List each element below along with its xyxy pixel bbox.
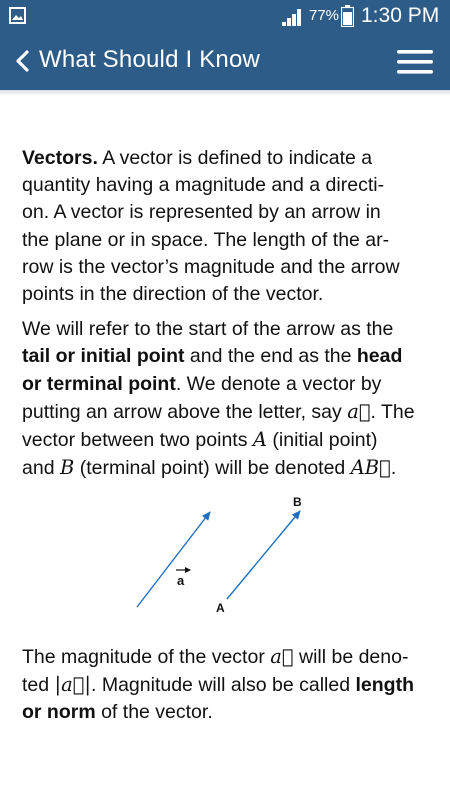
point-label-b: B: [293, 495, 302, 509]
article-content: [22, 145, 428, 482]
point-label-a: A: [216, 601, 225, 615]
vector-ab-arrow: [227, 511, 300, 599]
vector-a-arrow: [137, 512, 210, 607]
hamburger-menu-icon[interactable]: [396, 47, 434, 77]
page-title: What Should I Know: [39, 46, 261, 73]
term-vectors: Vectors.: [22, 147, 98, 169]
paragraph-tail-head: We will refer to the start of the arrow as the tail or initial point and the end as the head or terminal point. We denote a vector by putting an arrow above the letter, say a⃗. The vector between two points A (initial point) and B (terminal point) will be denoted AB⃗.: [22, 318, 415, 480]
back-arrow-icon[interactable]: [10, 45, 36, 77]
battery-percent: 77%: [309, 7, 340, 24]
paragraph-vectors-definition: Vectors. A vector is defined to indicate a quantity having a magnitude and a directi- on. A vector is represented by an arrow in the plane or in space. The length of the ar- row is the vector’s magnitude and the arrow points in the direction of the vector.: [22, 147, 400, 306]
article-content-bottom: [22, 643, 428, 727]
app-bar: [0, 33, 450, 90]
signal-icon: [282, 8, 304, 26]
status-bar: [0, 0, 450, 33]
vector-label-a: a: [177, 573, 185, 588]
app-bar-shadow: [0, 90, 450, 96]
paragraph-magnitude: The magnitude of the vector a⃗ will be deno- ted |a⃗|. Magnitude will also be called length or norm of the vector.: [22, 645, 414, 724]
clock: 1:30 PM: [361, 4, 440, 27]
gallery-icon: [9, 7, 26, 24]
vector-diagram: [0, 490, 450, 625]
battery-icon: [341, 5, 354, 27]
